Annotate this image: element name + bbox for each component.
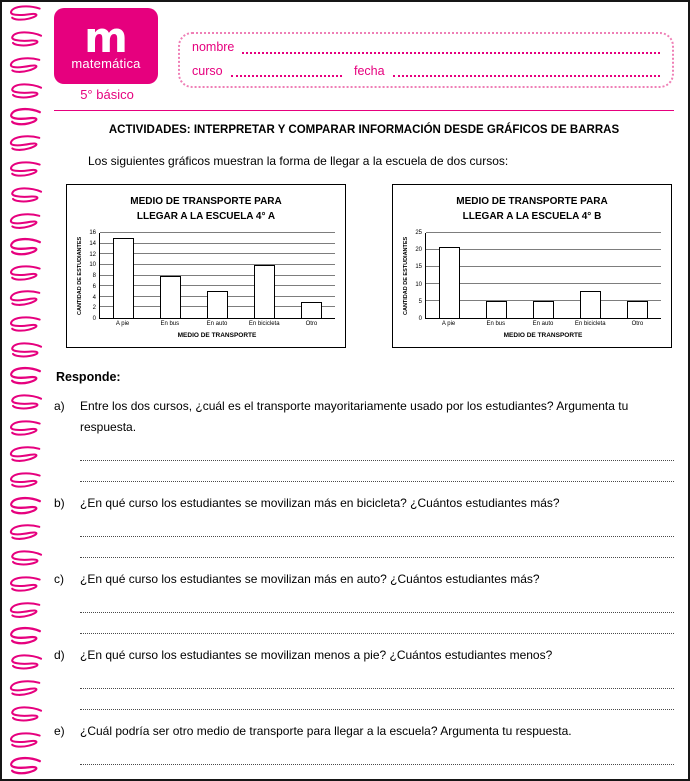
spiral-binding [5, 4, 49, 779]
bar-en-auto [207, 291, 229, 318]
chart-4b-body [403, 230, 661, 339]
question-b [54, 493, 674, 558]
answer-write-line[interactable] [80, 689, 674, 710]
spiral-ring-icon [4, 522, 45, 546]
chart-4b-x-labels [425, 321, 661, 328]
fecha-label: fecha [354, 63, 385, 78]
x-category-label: A pie [115, 321, 130, 327]
bar-en-bus [160, 276, 182, 319]
x-category-label: A pie [441, 321, 456, 327]
question-d-letter: d) [54, 647, 65, 662]
answer-write-line[interactable] [80, 613, 674, 634]
spiral-ring-icon [4, 444, 45, 468]
question-d-text: ¿En qué curso los estudiantes se movilizan menos a pie? ¿Cuántos estudiantes menos? [80, 647, 553, 662]
spiral-ring-icon [4, 678, 45, 702]
bar-en-bicicleta [580, 291, 602, 318]
logo-word: matemática [71, 55, 141, 71]
student-info-box [178, 32, 674, 88]
chart-4b-x-axis-title: MEDIO DE TRANSPORTE [503, 331, 583, 339]
bar-a-pie [439, 247, 461, 318]
spiral-ring-icon [5, 419, 45, 441]
activity-title: ACTIVIDADES: INTERPRETAR Y COMPARAR INFORMACIÓN DESDE GRÁFICOS DE BARRAS [108, 124, 620, 136]
question-b-letter: b) [54, 495, 65, 510]
spiral-ring-icon [5, 340, 46, 365]
x-category-label: En bicicleta [248, 321, 280, 327]
question-c-letter: c) [54, 571, 64, 586]
charts-row [54, 184, 674, 348]
question-e-text: ¿Cuál podría ser otro medio de transporte para llegar a la escuela? Argumenta tu respuesta. [80, 723, 572, 738]
question-b-answer-area [80, 516, 674, 558]
question-c-answer-area [80, 592, 674, 634]
spiral-ring-icon [5, 703, 46, 728]
spiral-ring-icon [5, 29, 46, 54]
nombre-row [192, 41, 660, 54]
answer-write-line[interactable] [80, 668, 674, 689]
spiral-ring-icon [5, 471, 45, 493]
spiral-ring-icon [5, 495, 46, 522]
grade-label: 5° básico [80, 87, 134, 102]
spiral-ring-icon [5, 652, 46, 677]
spiral-ring-icon [5, 365, 46, 392]
question-e [54, 721, 674, 781]
questions-list [54, 396, 674, 781]
spiral-ring-icon [4, 288, 45, 312]
spiral-ring-icon [5, 315, 45, 337]
question-a-answer-area [80, 440, 674, 482]
brand-logo [54, 8, 158, 84]
spiral-ring-icon [5, 392, 46, 417]
chart-4a-bars [100, 233, 335, 318]
spiral-ring-icon [5, 731, 45, 753]
chart-4b-box [392, 184, 672, 348]
bar-en-auto [533, 301, 555, 318]
chart-4a-title [77, 195, 335, 224]
spiral-ring-icon [5, 4, 45, 26]
answer-write-line[interactable] [80, 440, 674, 461]
header [54, 8, 674, 102]
logo-letter: m [84, 13, 128, 63]
nombre-label: nombre [192, 40, 235, 54]
spiral-ring-icon [5, 184, 46, 209]
question-e-answer-area [80, 744, 674, 781]
question-a-text: Entre los dos cursos, ¿cuál es el transporte mayoritariamente usado por los estudiantes? Argumenta tu respuesta. [80, 398, 629, 434]
chart-4b-plot [425, 233, 661, 319]
header-divider [54, 110, 674, 111]
question-a-letter: a) [54, 398, 65, 413]
spiral-ring-icon [5, 575, 45, 597]
spiral-ring-icon [4, 55, 45, 79]
chart-4a-x-axis-title: MEDIO DE TRANSPORTE [177, 331, 257, 339]
x-category-label: En auto [532, 321, 554, 327]
chart-4a-plot [99, 233, 335, 319]
spiral-ring-icon [4, 211, 45, 235]
x-category-label: En bus [486, 321, 506, 327]
bar-otro [301, 302, 323, 318]
bar-otro [627, 301, 649, 318]
x-category-label: En bicicleta [574, 321, 606, 327]
spiral-ring-icon [5, 754, 46, 781]
chart-4b-y-ticks: 0 5 10 15 20 25 [415, 230, 422, 322]
chart-4b-title-line2: LLEGAR A LA ESCUELA 4° B [462, 210, 602, 222]
bar-en-bus [486, 301, 508, 318]
x-category-label: En auto [206, 321, 228, 327]
chart-4a-title-line2: LLEGAR A LA ESCUELA 4° A [136, 210, 276, 222]
curso-label: curso [192, 63, 223, 78]
x-category-label: Otro [631, 321, 644, 327]
content-area [54, 8, 674, 781]
question-e-letter: e) [54, 723, 65, 738]
spiral-ring-icon [5, 160, 45, 182]
question-d [54, 645, 674, 710]
brand-block [54, 8, 160, 102]
chart-4b-bars [426, 233, 661, 318]
chart-4a-x-labels [99, 321, 335, 328]
spiral-ring-icon [5, 235, 46, 262]
spiral-ring-icon [5, 548, 46, 573]
spiral-ring-icon [5, 105, 46, 132]
x-category-label: Otro [305, 321, 318, 327]
nombre-write-line[interactable] [242, 42, 660, 54]
answer-write-line[interactable] [80, 765, 674, 781]
question-c-text: ¿En qué curso los estudiantes se movilizan más en auto? ¿Cuántos estudiantes más? [80, 571, 540, 586]
spiral-ring-icon [5, 81, 46, 106]
question-d-answer-area [80, 668, 674, 710]
x-category-label: En bus [160, 321, 180, 327]
answer-write-line[interactable] [80, 744, 674, 765]
question-a [54, 396, 674, 482]
question-c [54, 569, 674, 634]
chart-4b-title [403, 195, 661, 224]
fecha-write-line[interactable] [393, 65, 660, 77]
chart-4b-y-axis-label: CANTIDAD DE ESTUDIANTES [403, 236, 409, 316]
chart-4a-box [66, 184, 346, 348]
chart-4a-title-line1: MEDIO DE TRANSPORTE PARA [130, 196, 282, 207]
curso-fecha-row [192, 65, 660, 78]
bar-en-bicicleta [254, 265, 276, 318]
spiral-ring-icon [4, 600, 45, 624]
spiral-ring-icon [4, 133, 45, 157]
responde-heading: Responde: [56, 369, 121, 384]
chart-4a-body [77, 230, 335, 339]
chart-4b-title-line1: MEDIO DE TRANSPORTE PARA [456, 196, 608, 207]
spiral-ring-icon [5, 625, 46, 652]
bar-a-pie [113, 238, 135, 318]
spiral-ring-icon [5, 264, 45, 286]
curso-write-line[interactable] [231, 65, 342, 77]
question-b-text: ¿En qué curso los estudiantes se movilizan más en bicicleta? ¿Cuántos estudiantes más? [80, 495, 560, 510]
intro-text: Los siguientes gráficos muestran la forma de llegar a la escuela de dos cursos: [88, 154, 509, 168]
answer-write-line[interactable] [80, 537, 674, 558]
chart-4a-y-axis-label: CANTIDAD DE ESTUDIANTES [77, 236, 83, 316]
chart-4a-y-ticks: 0 2 4 6 8 10 12 14 16 [89, 230, 96, 322]
answer-write-line[interactable] [80, 516, 674, 537]
answer-write-line[interactable] [80, 461, 674, 482]
answer-write-line[interactable] [80, 592, 674, 613]
